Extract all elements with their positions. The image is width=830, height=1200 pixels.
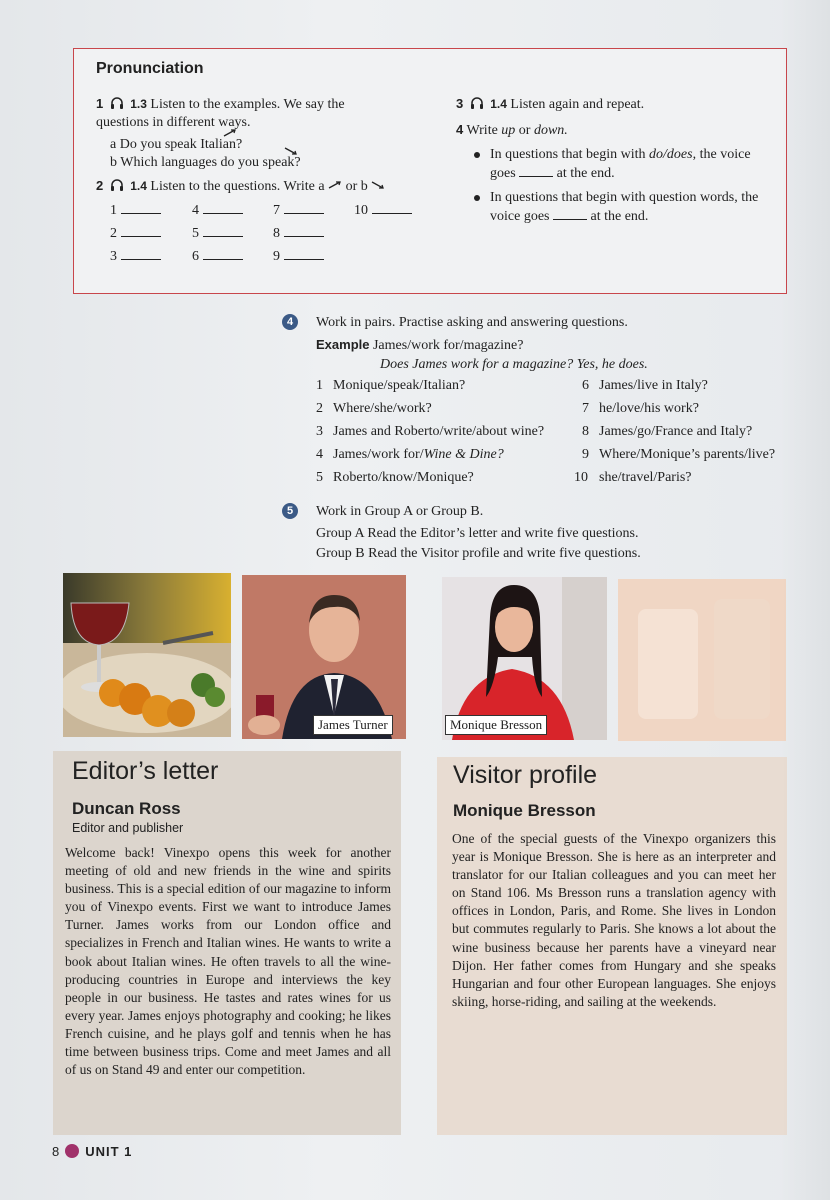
answer-blank-2[interactable] (110, 224, 161, 242)
q2-answer-grid (110, 201, 430, 271)
answer-number: 8 (273, 226, 280, 241)
answer-blank-8[interactable] (273, 224, 324, 242)
q4-bullet-1 (456, 146, 776, 183)
james-turner-caption: James Turner (313, 715, 393, 735)
pron-q2 (96, 177, 426, 196)
answer-number: 1 (110, 203, 117, 218)
answer-blank-4[interactable] (192, 201, 243, 219)
headphones-icon (110, 179, 124, 191)
editors-letter-title: Editor’s letter (72, 757, 219, 785)
unit-label: UNIT 1 (85, 1144, 133, 1159)
rising-intonation-arrow-icon (328, 180, 342, 190)
exercise-4-example (316, 335, 796, 356)
example-prompt: James/work for/magazine? (372, 338, 524, 353)
answer-number: 4 (192, 203, 199, 218)
item-number: 8 (582, 424, 589, 439)
item-text: Where/she/work? (333, 401, 432, 416)
item-number: 5 (316, 470, 323, 485)
q1-text: Listen to the examples. We say the questions in different ways. (96, 97, 345, 130)
item-text: he/love/his work? (599, 401, 699, 416)
exercise-4-item (574, 470, 692, 486)
pron-q4 (456, 121, 776, 226)
bullet-2-text-b: at the end. (590, 209, 649, 224)
bullet-2-blank[interactable] (553, 207, 587, 220)
q4-down: down. (533, 123, 568, 138)
pronunciation-title: Pronunciation (96, 60, 204, 77)
exercise-4-instruction: Work in pairs. Practise asking and answering questions. (316, 315, 628, 330)
exercise-5-group-a: Group A Read the Editor’s letter and write five questions. (316, 526, 639, 541)
q3-track: 1.4 (490, 97, 507, 111)
q2-text-before: Listen to the questions. Write a (150, 179, 325, 194)
answer-blank-5[interactable] (192, 224, 243, 242)
bullet-1-blank[interactable] (519, 164, 553, 177)
headphones-icon (110, 97, 124, 109)
q4-up: up (501, 123, 516, 138)
exercise-5-group-b: Group B Read the Visitor profile and write five questions. (316, 546, 641, 561)
answer-number: 9 (273, 249, 280, 264)
q1-example-b-text: b Which languages do you speak? (110, 155, 301, 170)
q2-number: 2 (96, 178, 104, 193)
item-emphasis: Wine & Dine? (423, 447, 504, 462)
unit-dot-icon (65, 1144, 79, 1158)
exercise-4-item (582, 378, 708, 394)
exercise-4-item (316, 378, 465, 394)
item-number: 1 (316, 378, 323, 393)
answer-number: 7 (273, 203, 280, 218)
item-number: 9 (582, 447, 589, 462)
item-number: 6 (582, 378, 589, 393)
background-decorative-photo (618, 579, 786, 741)
answer-number: 10 (354, 203, 368, 218)
answer-blank-9[interactable] (273, 247, 324, 265)
item-text: Where/Monique’s parents/live? (599, 447, 776, 462)
item-number: 3 (316, 424, 323, 439)
q4-write: Write (466, 123, 498, 138)
falling-intonation-arrow-icon (284, 147, 298, 155)
item-number: 2 (316, 401, 323, 416)
answer-number: 5 (192, 226, 199, 241)
falling-intonation-arrow-icon (371, 180, 385, 190)
visitor-profile-body: One of the special guests of the Vinexpo organizers this year is Monique Bresson. She is here as an interpreter and translator for our Italian colleagues and you can meet her on Stand 106. Ms Bresson runs a translation agency with offices in London, Paris, and Rome. She lives in London but commutes regularly to Paris. She knows a lot about the wine business because her parents have a vineyard near Dijon. Her father comes from Hungary and she speaks Hungarian and four other European languages. She enjoys skiing, horse-riding, and sailing at the weekends. (452, 831, 776, 1009)
exercise-4-item (582, 401, 699, 417)
headphones-icon (470, 97, 484, 109)
exercise-4-item (582, 447, 775, 463)
exercise-5-badge: 5 (282, 503, 298, 519)
visitor-profile (437, 757, 787, 1135)
bullet-1-text-b: , the voice goes (490, 147, 751, 181)
editors-letter-body: Welcome back! Vinexpo opens this week for another meeting of old and new friends in the wine and spirits business. This is a special edition of our magazine to inform you of Vinexpo events. First we want to introduce James Turner. James works from our London office and specializes in French and Italian wines. He wants to write a book about Italian wines. He often travels to all the wine-producing countries in Europe and interviews the key people in our business. He tastes and rates wines for us every year. James enjoys photography and cooking; he likes French cuisine, and he plays golf and tennis when he has time between business trips. Come and meet James and all of us on Stand 49 and enter our competition. (65, 845, 391, 1078)
editor-name: Duncan Ross (72, 799, 181, 818)
answer-number: 3 (110, 249, 117, 264)
page-footer (52, 1144, 132, 1160)
item-number: 4 (316, 447, 323, 462)
exercise-4-item (316, 447, 504, 463)
visitor-profile-title: Visitor profile (453, 761, 598, 789)
q4-or: or (518, 123, 531, 138)
wine-and-food-photo (63, 573, 231, 737)
exercise-4-badge: 4 (282, 314, 298, 330)
exercise-4-item (316, 401, 432, 417)
q1-example-a (96, 136, 396, 154)
item-text: James/go/France and Italy? (599, 424, 753, 439)
item-text: she/travel/Paris? (599, 470, 692, 485)
monique-bresson-caption: Monique Bresson (445, 715, 547, 735)
answer-number: 6 (192, 249, 199, 264)
visitor-name: Monique Bresson (453, 801, 596, 820)
example-answer (380, 355, 800, 375)
answer-blank-7[interactable] (273, 201, 324, 219)
answer-blank-6[interactable] (192, 247, 243, 265)
answer-blank-10[interactable] (354, 201, 412, 219)
example-answer-text: Does James work for a magazine? Yes, he does. (380, 357, 648, 372)
rising-intonation-arrow-icon (223, 129, 237, 137)
pronunciation-box (73, 48, 787, 294)
pron-q3 (456, 95, 776, 114)
pron-q1 (96, 95, 396, 172)
q1-example-b (96, 154, 396, 172)
q1-example-a-text: a Do you speak Italian? (110, 137, 243, 152)
page-edge-shadow (780, 0, 830, 1200)
answer-blank-3[interactable] (110, 247, 161, 265)
item-number: 10 (574, 470, 588, 485)
exercise-5-instruction: Work in Group A or Group B. (316, 504, 484, 519)
q4-bullet-2 (456, 189, 776, 226)
bullet-1-text-a: In questions that begin with (490, 147, 646, 162)
q4-number: 4 (456, 122, 464, 137)
item-text: James/live in Italy? (599, 378, 708, 393)
answer-blank-1[interactable] (110, 201, 161, 219)
q1-number: 1 (96, 96, 104, 111)
item-text: James and Roberto/write/about wine? (333, 424, 545, 439)
exercise-4-item (316, 470, 474, 486)
bullet-2-text-a: In questions that begin with question words, the voice goes (490, 190, 759, 224)
editor-role: Editor and publisher (72, 821, 184, 835)
q2-track: 1.4 (130, 179, 147, 193)
exercise-4-item (316, 424, 544, 440)
example-label: Example (316, 337, 370, 352)
q2-text-mid: or b (345, 179, 368, 194)
bullet-1-emphasis: do/does (649, 147, 693, 162)
exercise-4-item (582, 424, 752, 440)
q3-number: 3 (456, 96, 464, 111)
item-text: James/work for/ (333, 447, 424, 462)
editors-letter (53, 751, 401, 1135)
q1-track: 1.3 (130, 97, 147, 111)
q3-text: Listen again and repeat. (510, 97, 645, 112)
answer-number: 2 (110, 226, 117, 241)
item-number: 7 (582, 401, 589, 416)
item-text: Roberto/know/Monique? (333, 470, 474, 485)
item-text: Monique/speak/Italian? (333, 378, 466, 393)
bullet-1-text-c: at the end. (556, 166, 615, 181)
page-number: 8 (52, 1144, 60, 1159)
